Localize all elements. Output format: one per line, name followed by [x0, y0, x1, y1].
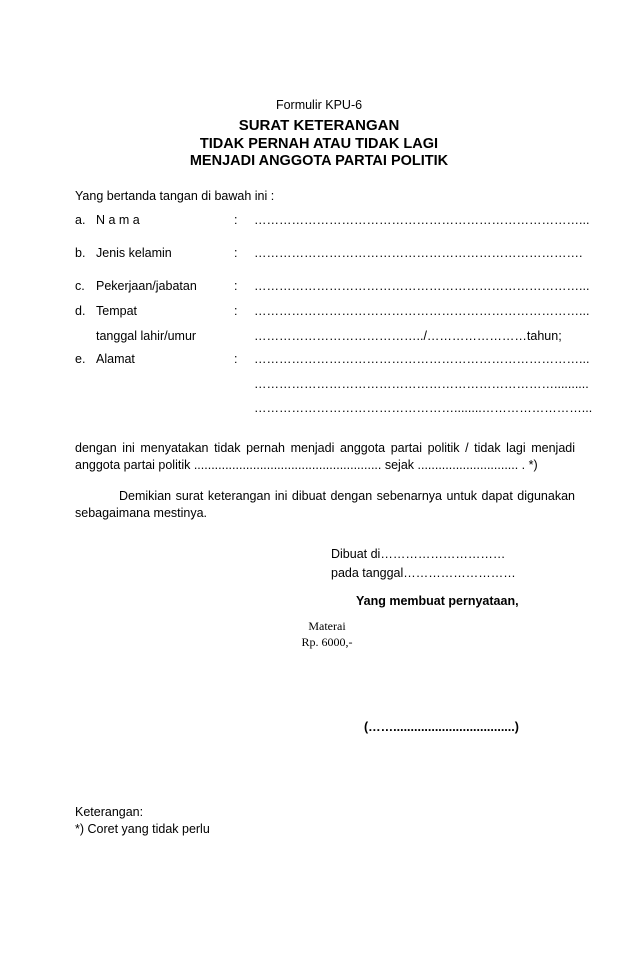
field-label: Alamat: [96, 352, 135, 366]
made-date-line: pada tanggal………………………: [331, 566, 516, 580]
document-title: SURAT KETERANGAN: [238, 117, 400, 134]
field-blank-alamat-line3: …………………………………………........……………………...: [254, 401, 593, 415]
stamp-duty-label: Materai: [308, 619, 346, 633]
field-blank-alamat-line2: ………………………………………………………………..........: [254, 377, 589, 391]
field-letter: c.: [75, 279, 85, 293]
field-colon: :: [234, 246, 238, 260]
field-blank: ……………………………………………………………………...: [254, 213, 590, 227]
field-blank: …………………………………../……………………tahun;: [254, 329, 562, 343]
field-letter: e.: [75, 352, 86, 366]
field-label: N a m a: [96, 213, 140, 227]
field-letter: b.: [75, 246, 86, 260]
field-blank: ……………………………………………………………………...: [254, 279, 590, 293]
field-blank: ……………………………………………………………………...: [254, 304, 590, 318]
declarant-label: Yang membuat pernyataan,: [356, 594, 519, 608]
field-label: Pekerjaan/jabatan: [96, 279, 197, 293]
document-subtitle-line2: MENJADI ANGGOTA PARTAI POLITIK: [189, 153, 449, 169]
document-subtitle-line1: TIDAK PERNAH ATAU TIDAK LAGI: [199, 136, 439, 152]
stamp-duty-amount: Rp. 6000,-: [301, 635, 353, 649]
field-colon: :: [234, 352, 238, 366]
statement-paragraph: dengan ini menyatakan tidak pernah menjadi anggota partai politik / tidak lagi menjadi anggota partai politik ...................................................... sejak ............................. . *): [75, 441, 575, 472]
field-colon: :: [234, 304, 238, 318]
intro-text: Yang bertanda tangan di bawah ini :: [75, 189, 275, 203]
form-code: Formulir KPU-6: [275, 98, 363, 112]
signature-name-line: (……...................................): [364, 720, 519, 734]
notes-item: *) Coret yang tidak perlu: [75, 822, 210, 836]
field-letter: d.: [75, 304, 86, 318]
field-label: Tempat: [96, 304, 137, 318]
notes-heading: Keterangan:: [75, 805, 144, 819]
field-letter: a.: [75, 213, 86, 227]
field-blank: ……………………………………………………………………...: [254, 352, 590, 366]
made-in-line: Dibuat di…………………………: [331, 547, 506, 561]
closing-paragraph: Demikian surat keterangan ini dibuat dengan sebenarnya untuk dapat digunakan sebagaimana mestinya.: [75, 489, 575, 520]
field-label: Jenis kelamin: [96, 246, 172, 260]
field-colon: :: [234, 213, 238, 227]
field-blank: …………………………………………………………………….: [254, 246, 583, 260]
field-label: tanggal lahir/umur: [96, 329, 197, 343]
field-colon: :: [234, 279, 238, 293]
